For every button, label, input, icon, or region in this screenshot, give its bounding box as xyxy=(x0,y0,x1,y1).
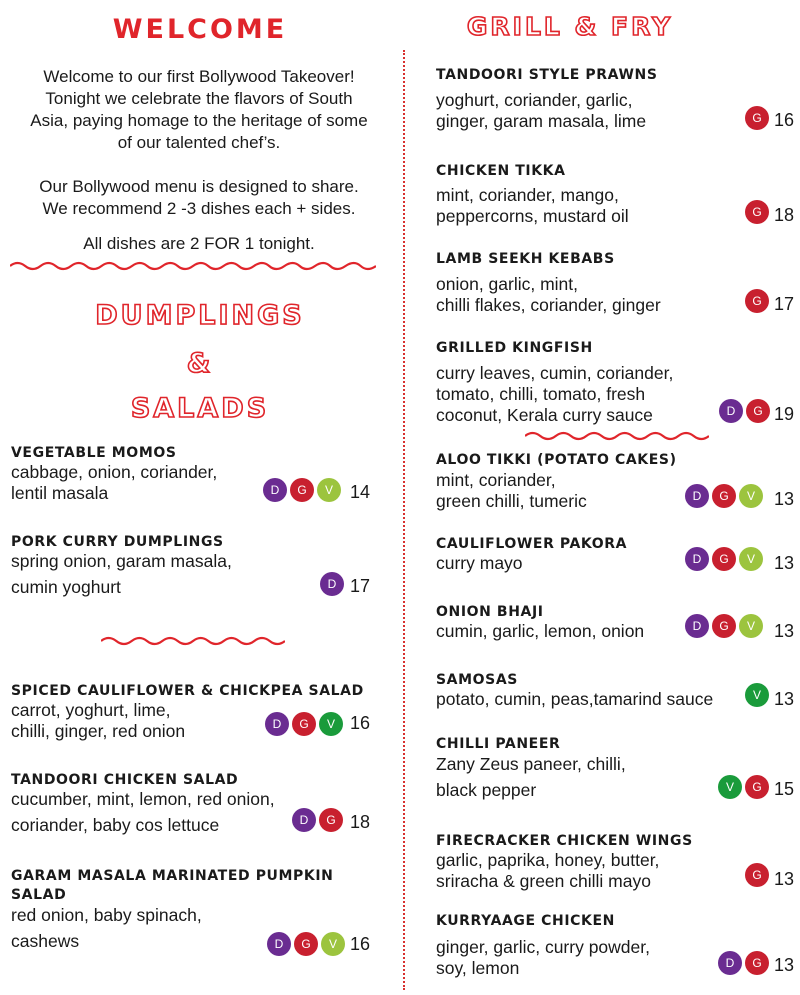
diet-badges xyxy=(745,289,769,313)
menu-item-desc xyxy=(436,754,626,801)
desc-line: mint, coriander, mango, xyxy=(436,185,619,205)
desc-line: cumin yoghurt xyxy=(11,577,121,597)
dumplings-title: DUMPLINGS xyxy=(95,300,305,331)
desc-line: coconut, Kerala curry sauce xyxy=(436,405,653,425)
share-line: Our Bollywood menu is designed to share. xyxy=(39,177,359,196)
diet-badges xyxy=(745,106,769,130)
menu-item-desc xyxy=(436,937,650,979)
desc-line: cumin, garlic, lemon, onion xyxy=(436,621,645,641)
diet-badges xyxy=(745,200,769,224)
offer-text: All dishes are 2 FOR 1 tonight. xyxy=(83,234,315,253)
menu-item-name: CHICKEN TIKKA xyxy=(436,163,566,179)
wave-divider xyxy=(10,258,376,274)
menu-item-desc xyxy=(11,700,185,742)
vegan-badge: V xyxy=(739,484,763,508)
menu-item-desc xyxy=(436,470,587,512)
menu-item-name: FIRECRACKER CHICKEN WINGS xyxy=(436,833,693,849)
menu-item-desc xyxy=(436,90,646,132)
desc-line: ginger, garlic, curry powder, xyxy=(436,937,650,957)
gluten-free-badge: G xyxy=(745,106,769,130)
diet-badges xyxy=(718,775,769,799)
share-line: We recommend 2 -3 dishes each + sides. xyxy=(42,199,356,218)
desc-line: curry leaves, cumin, coriander, xyxy=(436,363,674,383)
welcome-title: WELCOME xyxy=(112,14,288,45)
desc-line: cucumber, mint, lemon, red onion, xyxy=(11,789,275,809)
desc-line: black pepper xyxy=(436,780,537,800)
vegan-badge: V xyxy=(739,614,763,638)
menu-item-price: 19 xyxy=(774,404,795,424)
welcome-line: Tonight we celebrate the flavors of South xyxy=(45,89,353,108)
desc-line: cashews xyxy=(11,931,80,951)
desc-line: coriander, baby cos lettuce xyxy=(11,815,220,835)
wave-divider xyxy=(101,633,285,649)
desc-line: soy, lemon xyxy=(436,958,520,978)
menu-item-price: 13 xyxy=(774,869,795,889)
menu-item-price: 18 xyxy=(350,812,371,832)
wave-divider xyxy=(525,428,709,444)
vegetarian-badge: V xyxy=(319,712,343,736)
diet-badges xyxy=(263,478,341,502)
vegetarian-badge: V xyxy=(718,775,742,799)
gluten-free-badge: G xyxy=(745,951,769,975)
gluten-free-badge: G xyxy=(290,478,314,502)
diet-badges xyxy=(320,572,344,596)
share-text xyxy=(10,176,388,220)
menu-item-price: 16 xyxy=(350,713,371,733)
desc-line: lentil masala xyxy=(11,483,109,503)
desc-line: chilli flakes, coriander, ginger xyxy=(436,295,661,315)
vegan-badge: V xyxy=(317,478,341,502)
dairy-free-badge: D xyxy=(292,808,316,832)
desc-line: garlic, paprika, honey, butter, xyxy=(436,850,660,870)
menu-item-desc xyxy=(436,185,629,227)
menu-item-name: SPICED CAULIFLOWER & CHICKPEA SALAD xyxy=(11,683,364,699)
menu-item-desc xyxy=(11,905,202,952)
welcome-line: Welcome to our first Bollywood Takeover! xyxy=(43,67,355,86)
dairy-free-badge: D xyxy=(320,572,344,596)
column-divider xyxy=(403,50,405,990)
desc-line: sriracha & green chilli mayo xyxy=(436,871,651,891)
diet-badges xyxy=(745,683,769,707)
ampersand-title: & xyxy=(186,348,214,379)
diet-badges xyxy=(719,399,770,423)
gluten-free-badge: G xyxy=(745,200,769,224)
gluten-free-badge: G xyxy=(745,289,769,313)
menu-item-desc xyxy=(436,274,661,316)
menu-item-desc xyxy=(436,363,673,426)
diet-badges xyxy=(267,932,345,956)
desc-line: curry mayo xyxy=(436,553,523,573)
menu-item-price: 13 xyxy=(774,489,795,509)
menu-item-price: 17 xyxy=(350,576,371,596)
dairy-free-badge: D xyxy=(685,547,709,571)
menu-item-name: KURRYAAGE CHICKEN xyxy=(436,913,615,929)
welcome-line: Asia, paying homage to the heritage of some xyxy=(30,111,368,130)
dairy-free-badge: D xyxy=(263,478,287,502)
menu-item-desc xyxy=(11,462,217,504)
vegetarian-badge: V xyxy=(745,683,769,707)
desc-line: yoghurt, coriander, garlic, xyxy=(436,90,633,110)
menu-item-name: GRILLED KINGFISH xyxy=(436,340,593,356)
desc-line: peppercorns, mustard oil xyxy=(436,206,629,226)
menu-item-price: 15 xyxy=(774,779,795,799)
desc-line: carrot, yoghurt, lime, xyxy=(11,700,171,720)
menu-item-desc xyxy=(11,789,275,836)
welcome-line: of our talented chef’s. xyxy=(117,133,281,152)
dairy-free-badge: D xyxy=(685,484,709,508)
desc-line: spring onion, garam masala, xyxy=(11,551,232,571)
menu-item-name: ALOO TIKKI (POTATO CAKES) xyxy=(436,452,677,468)
desc-line: tomato, chilli, tomato, fresh xyxy=(436,384,646,404)
menu-item-desc xyxy=(436,689,713,710)
menu-item-price: 13 xyxy=(774,955,795,975)
dairy-free-badge: D xyxy=(718,951,742,975)
salads-title: SALADS xyxy=(130,393,270,424)
menu-item-name: TANDOORI CHICKEN SALAD xyxy=(11,772,239,788)
menu-item-desc xyxy=(11,551,232,598)
menu-item-name: GARAM MASALA MARINATED PUMPKIN xyxy=(11,868,334,884)
diet-badges xyxy=(292,808,343,832)
menu-item-desc xyxy=(436,850,659,892)
menu-item-name: SAMOSAS xyxy=(436,672,518,688)
dairy-free-badge: D xyxy=(265,712,289,736)
menu-item-price: 13 xyxy=(774,553,795,573)
vegan-badge: V xyxy=(739,547,763,571)
menu-item-price: 13 xyxy=(774,689,795,709)
menu-item-price: 17 xyxy=(774,294,795,314)
dairy-free-badge: D xyxy=(685,614,709,638)
diet-badges xyxy=(745,863,769,887)
vegan-badge: V xyxy=(321,932,345,956)
desc-line: Zany Zeus paneer, chilli, xyxy=(436,754,626,774)
diet-badges xyxy=(718,951,769,975)
desc-line: red onion, baby spinach, xyxy=(11,905,202,925)
gluten-free-badge: G xyxy=(292,712,316,736)
dairy-free-badge: D xyxy=(719,399,743,423)
gluten-free-badge: G xyxy=(712,484,736,508)
desc-line: potato, cumin, peas,tamarind sauce xyxy=(436,689,714,709)
welcome-text xyxy=(10,66,388,154)
menu-item-name: TANDOORI STYLE PRAWNS xyxy=(436,67,658,83)
menu-item-name: LAMB SEEKH KEBABS xyxy=(436,251,615,267)
menu-item-price: 18 xyxy=(774,205,795,225)
menu-item-name: ONION BHAJI xyxy=(436,604,544,620)
grill-fry-title: GRILL & FRY xyxy=(466,12,674,41)
menu-item-name: PORK CURRY DUMPLINGS xyxy=(11,534,224,550)
menu-item-price: 14 xyxy=(350,482,371,502)
gluten-free-badge: G xyxy=(745,863,769,887)
menu-item-price: 16 xyxy=(774,110,795,130)
diet-badges xyxy=(685,547,763,571)
diet-badges xyxy=(685,614,763,638)
diet-badges xyxy=(685,484,763,508)
gluten-free-badge: G xyxy=(712,614,736,638)
dairy-free-badge: D xyxy=(267,932,291,956)
menu-item-desc xyxy=(436,621,644,642)
menu-item-name: CAULIFLOWER PAKORA xyxy=(436,536,628,552)
menu-item-name: CHILLI PANEER xyxy=(436,736,561,752)
menu-item-price: 13 xyxy=(774,621,795,641)
menu-item-name: SALAD xyxy=(11,887,67,903)
gluten-free-badge: G xyxy=(746,399,770,423)
menu-item-price: 16 xyxy=(350,934,371,954)
desc-line: ginger, garam masala, lime xyxy=(436,111,647,131)
desc-line: green chilli, tumeric xyxy=(436,491,587,511)
diet-badges xyxy=(265,712,343,736)
desc-line: onion, garlic, mint, xyxy=(436,274,579,294)
desc-line: mint, coriander, xyxy=(436,470,556,490)
gluten-free-badge: G xyxy=(745,775,769,799)
menu-item-name: VEGETABLE MOMOS xyxy=(11,445,177,461)
gluten-free-badge: G xyxy=(319,808,343,832)
gluten-free-badge: G xyxy=(294,932,318,956)
menu-item-desc xyxy=(436,553,523,574)
desc-line: cabbage, onion, coriander, xyxy=(11,462,218,482)
desc-line: chilli, ginger, red onion xyxy=(11,721,186,741)
gluten-free-badge: G xyxy=(712,547,736,571)
